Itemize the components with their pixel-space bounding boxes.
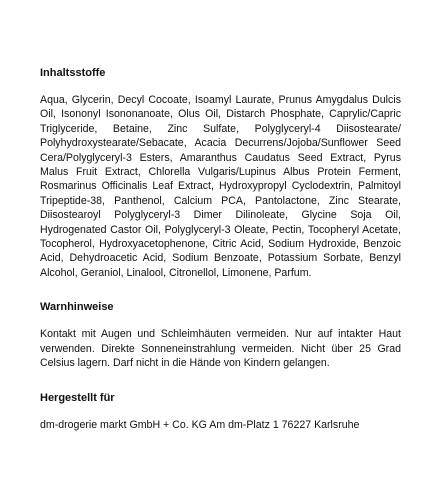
manufacturer-text: dm-drogerie markt GmbH + Co. KG Am dm-Platz 1 76227 Karlsruhe: [40, 418, 360, 431]
manufacturer-heading: Hergestellt für: [40, 391, 115, 404]
manufacturer-section: [40, 391, 401, 432]
ingredients-text: Aqua, Glycerin, Decyl Cocoate, Isoamyl Laurate, Prunus Amygdalus Dulcis Oil, Isononyl Isononanoate, Olus Oil, Distarch Phosphate, Caprylic/Capric Triglyceride, Betaine, Zinc Sulfate, Polyglyceryl-4 Diisostearate/ Polyhydroxystearate/Sebacate, Acacia Decurrens/Jojoba/Sunflower Seed Cera/Polyglyceryl-3 Esters, Amaranthus Caudatus Seed Extract, Pyrus Malus Fruit Extract, Chlorella Vulgaris/Lupinus Albus Protein Ferment, Rosmarinus Officinalis Leaf Extract, Hydroxypropyl Cyclodextrin, Palmitoyl Tripeptide-38, Panthenol, Calcium PCA, Pantolactone, Zinc Stearate, Diisostearoyl Polyglyceryl-3 Dimer Dilinoleate, Glycine Soja Oil, Hydrogenated Castor Oil, Polyglyceryl-3 Oleate, Pectin, Tocopheryl Acetate, Tocopherol, Hydroxyacetophenone, Citric Acid, Sodium Hydroxide, Benzoic Acid, Dehydroacetic Acid, Sodium Benzoate, Potassium Sorbate, Benzyl Alcohol, Geraniol, Linalool, Citronellol, Limonene, Parfum.: [40, 94, 401, 279]
warnings-section: [40, 300, 401, 370]
warnings-heading: Warnhinweise: [40, 301, 114, 314]
ingredients-heading: Inhaltsstoffe: [40, 67, 106, 79]
ingredients-section: [40, 66, 401, 280]
warnings-text: Kontakt mit Augen und Schleimhäuten vermeiden. Nur auf intakter Haut verwenden. Direkte Sonneneinstrahlung vermeiden. Nicht über 25 Grad Celsius lagern. Darf nicht in die Hände von Kindern gelangen.: [40, 328, 401, 370]
